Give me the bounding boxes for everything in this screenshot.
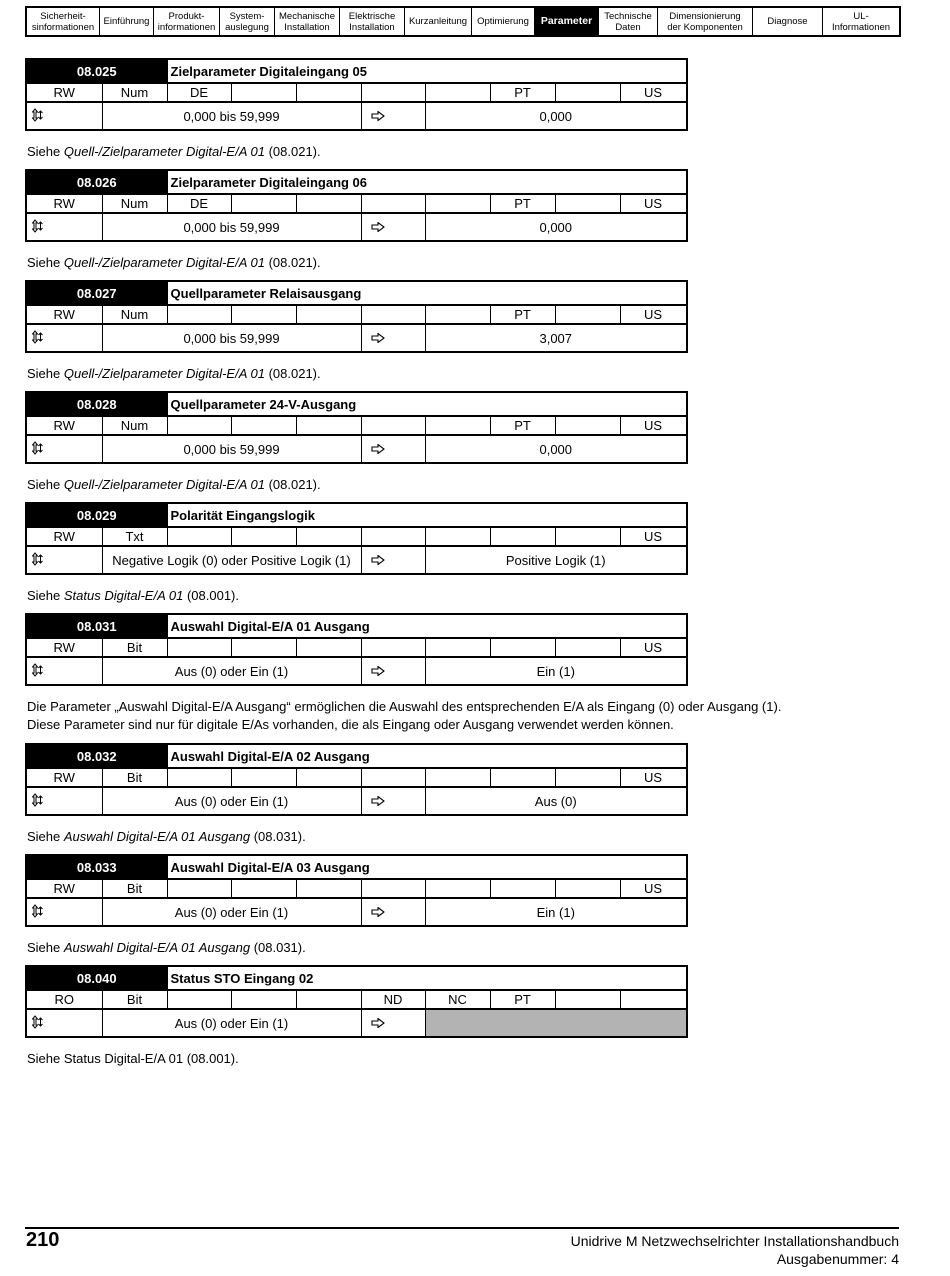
parameter-range: Aus (0) oder Ein (1) [102,657,361,685]
attribute-flag [231,527,296,546]
parameter-number: 08.026 [26,170,167,194]
attribute-flag: PT [490,305,555,324]
attribute-flag [167,527,231,546]
default-value: 0,000 [425,102,687,130]
note-reference: Auswahl Digital-E/A 01 Ausgang [63,940,251,955]
attribute-flag [231,768,296,787]
attribute-flag: RW [26,194,102,213]
parameter-table-08-028 [25,391,688,464]
parameter-table-08-040 [25,965,688,1038]
attribute-flag [555,305,620,324]
default-value: Ein (1) [425,657,687,685]
note-reference: Status Digital-E/A 01 [63,588,184,603]
up-down-arrow-icon [26,213,102,241]
parameter-table-08-032 [25,743,688,816]
attribute-flag [425,194,490,213]
parameter-range: Aus (0) oder Ein (1) [102,787,361,815]
attribute-flag [361,638,425,657]
up-down-arrow-icon [26,435,102,463]
parameter-range: Aus (0) oder Ein (1) [102,1009,361,1037]
attribute-flag [231,416,296,435]
attribute-flag [231,990,296,1009]
attribute-flag [555,638,620,657]
attribute-flag [361,416,425,435]
tab-product-information[interactable]: Produkt- informationen [154,8,220,35]
attribute-flag: Bit [102,879,167,898]
tab-quick-start[interactable]: Kurzanleitung [405,8,472,35]
parameter-title: Zielparameter Digitaleingang 05 [167,59,686,83]
attribute-flag [296,879,361,898]
parameter-note [27,587,907,605]
tab-introduction[interactable]: Einführung [100,8,154,35]
parameter-title: Auswahl Digital-E/A 01 Ausgang [167,614,686,638]
note-text: Siehe [27,144,64,159]
parameter-title: Quellparameter 24-V-Ausgang [167,392,686,416]
right-arrow-icon [361,102,425,130]
up-down-arrow-icon [26,898,102,926]
note-reference: Quell-/Zielparameter Digital-E/A 01 [63,366,265,381]
note-reference: Quell-/Zielparameter Digital-E/A 01 [63,477,265,492]
right-arrow-icon [361,546,425,574]
attribute-flag [296,768,361,787]
parameter-note [27,1050,907,1068]
parameter-title: Status STO Eingang 02 [167,966,686,990]
attribute-flag: Num [102,83,167,102]
attribute-flag: Txt [102,527,167,546]
up-down-arrow-icon [26,1009,102,1037]
parameter-table-08-027 [25,280,688,353]
attribute-flag [167,416,231,435]
parameter-number: 08.029 [26,503,167,527]
default-value: Aus (0) [425,787,687,815]
attribute-flag [555,194,620,213]
default-value: 0,000 [425,435,687,463]
attribute-flag [296,990,361,1009]
up-down-arrow-icon [26,546,102,574]
note-text-end: (08.021). [264,144,321,159]
attribute-flag: RW [26,768,102,787]
attribute-flag [361,768,425,787]
note-text-end: (08.021). [264,477,321,492]
note-text: Die Parameter „Auswahl Digital-E/A Ausgang“ ermöglichen die Auswahl des entsprechenden E/A als Eingang (0) oder Ausgang (1). [27,699,782,714]
note-text: Siehe [27,829,64,844]
chapter-navigation [25,6,901,37]
note-reference: Quell-/Zielparameter Digital-E/A 01 [63,144,265,159]
attribute-flag [555,83,620,102]
tab-mechanical-installation[interactable]: Mechanische Installation [275,8,340,35]
attribute-flag [620,990,686,1009]
up-down-arrow-icon [26,324,102,352]
note-text: Siehe [27,588,64,603]
attribute-flag [231,83,296,102]
attribute-flag [231,638,296,657]
right-arrow-icon [361,898,425,926]
parameter-range: 0,000 bis 59,999 [102,324,361,352]
attribute-flag: RO [26,990,102,1009]
attribute-flag: US [620,83,686,102]
parameter-table-08-031 [25,613,688,686]
attribute-flag [555,990,620,1009]
right-arrow-icon [361,1009,425,1037]
attribute-flag: RW [26,416,102,435]
default-value: Positive Logik (1) [425,546,687,574]
attribute-flag [425,416,490,435]
attribute-flag [425,879,490,898]
attribute-flag [361,194,425,213]
tab-technical-data[interactable]: Technische Daten [599,8,658,35]
note-reference: Quell-/Zielparameter Digital-E/A 01 [63,255,265,270]
attribute-flag: US [620,527,686,546]
parameter-title: Auswahl Digital-E/A 02 Ausgang [167,744,686,768]
right-arrow-icon [361,787,425,815]
issue-number: Ausgabenummer: 4 [776,1251,899,1267]
attribute-flag: ND [361,990,425,1009]
parameter-note [27,828,907,846]
parameter-note [27,476,907,494]
parameter-number: 08.025 [26,59,167,83]
attribute-flag [490,638,555,657]
attribute-flag [296,638,361,657]
attribute-flag [167,305,231,324]
tab-component-sizing[interactable]: Dimensionierung der Komponenten [658,8,753,35]
parameter-title: Auswahl Digital-E/A 03 Ausgang [167,855,686,879]
attribute-flag: DE [167,194,231,213]
parameter-range: Negative Logik (0) oder Positive Logik (1) [102,546,361,574]
attribute-flag [490,879,555,898]
attribute-flag: US [620,416,686,435]
attribute-flag: PT [490,990,555,1009]
attribute-flag [555,879,620,898]
attribute-flag [555,527,620,546]
default-value: 0,000 [425,213,687,241]
attribute-flag: Bit [102,768,167,787]
right-arrow-icon [361,435,425,463]
attribute-flag: NC [425,990,490,1009]
parameter-note [27,143,907,161]
up-down-arrow-icon [26,102,102,130]
note-text: Siehe [27,477,64,492]
attribute-flag [167,768,231,787]
attribute-flag: RW [26,879,102,898]
parameter-title: Polarität Eingangslogik [167,503,686,527]
parameter-number: 08.032 [26,744,167,768]
right-arrow-icon [361,657,425,685]
attribute-flag [231,194,296,213]
attribute-flag: RW [26,83,102,102]
default-value: 3,007 [425,324,687,352]
parameter-range: 0,000 bis 59,999 [102,213,361,241]
note-text: Siehe [27,940,64,955]
right-arrow-icon [361,324,425,352]
attribute-flag [425,305,490,324]
attribute-flag [361,527,425,546]
parameter-table-08-029 [25,502,688,575]
attribute-flag [231,879,296,898]
attribute-flag [425,83,490,102]
attribute-flag: US [620,768,686,787]
default-value: Ein (1) [425,898,687,926]
parameter-number: 08.031 [26,614,167,638]
parameter-table-08-025 [25,58,688,131]
attribute-flag: Num [102,416,167,435]
note-text-end: (08.021). [264,255,321,270]
attribute-flag [425,768,490,787]
attribute-flag: Num [102,194,167,213]
attribute-flag [296,416,361,435]
attribute-flag [167,879,231,898]
tab-electrical-installation[interactable]: Elektrische Installation [340,8,405,35]
note-text-line2: Diese Parameter sind nur für digitale E/As vorhanden, die als Eingang oder Ausgang verwendet werden können. [27,717,674,732]
tab-system-design[interactable]: System- auslegung [220,8,275,35]
right-arrow-icon [361,213,425,241]
up-down-arrow-icon [26,787,102,815]
parameter-number: 08.040 [26,966,167,990]
attribute-flag [555,416,620,435]
attribute-flag: RW [26,638,102,657]
attribute-flag: US [620,879,686,898]
parameter-range: 0,000 bis 59,999 [102,435,361,463]
note-text-end: (08.031). [250,940,306,955]
attribute-flag: US [620,194,686,213]
note-reference: Auswahl Digital-E/A 01 Ausgang [63,829,251,844]
parameter-title: Quellparameter Relaisausgang [167,281,686,305]
parameter-title: Zielparameter Digitaleingang 06 [167,170,686,194]
attribute-flag [361,83,425,102]
tab-diagnostics[interactable]: Diagnose [753,8,823,35]
parameter-number: 08.033 [26,855,167,879]
parameter-range: 0,000 bis 59,999 [102,102,361,130]
attribute-flag: PT [490,194,555,213]
attribute-flag: Bit [102,990,167,1009]
note-text-end: (08.031). [250,829,306,844]
attribute-flag: PT [490,83,555,102]
tab-safety-information[interactable]: Sicherheit- sinformationen [27,8,100,35]
footer-rule [25,1227,899,1229]
parameter-range: Aus (0) oder Ein (1) [102,898,361,926]
tab-ul-information[interactable]: UL- Informationen [831,10,891,33]
attribute-flag [167,638,231,657]
attribute-flag: US [620,305,686,324]
note-text: Siehe [27,255,64,270]
note-text: Siehe Status Digital-E/A 01 (08.001). [27,1051,239,1066]
attribute-flag [296,194,361,213]
tab-optimization[interactable]: Optimierung [472,8,535,35]
page-number: 210 [26,1229,60,1251]
attribute-flag [490,768,555,787]
attribute-flag [167,990,231,1009]
attribute-flag: RW [26,527,102,546]
attribute-flag [296,527,361,546]
attribute-flag [296,305,361,324]
manual-title: Unidrive M Netzwechselrichter Installationshandbuch [570,1233,899,1249]
attribute-flag [361,305,425,324]
parameter-note [27,698,907,734]
note-text-end: (08.001). [183,588,239,603]
attribute-flag [555,768,620,787]
attribute-flag [361,879,425,898]
parameter-number: 08.028 [26,392,167,416]
parameter-number: 08.027 [26,281,167,305]
parameter-note [27,365,907,383]
parameter-table-08-033 [25,854,688,927]
attribute-flag [425,638,490,657]
attribute-flag [296,83,361,102]
attribute-flag: DE [167,83,231,102]
up-down-arrow-icon [26,657,102,685]
footer-title-block [571,1232,899,1268]
note-text: Siehe [27,366,64,381]
tab-parameters[interactable]: Parameter [535,8,599,35]
attribute-flag: US [620,638,686,657]
default-value-unavailable [425,1009,687,1037]
attribute-flag [231,305,296,324]
note-text-end: (08.021). [264,366,321,381]
attribute-flag [490,527,555,546]
parameter-table-08-026 [25,169,688,242]
attribute-flag: Num [102,305,167,324]
parameter-note [27,939,907,957]
attribute-flag: RW [26,305,102,324]
attribute-flag: PT [490,416,555,435]
attribute-flag: Bit [102,638,167,657]
parameter-note [27,254,907,272]
attribute-flag [425,527,490,546]
